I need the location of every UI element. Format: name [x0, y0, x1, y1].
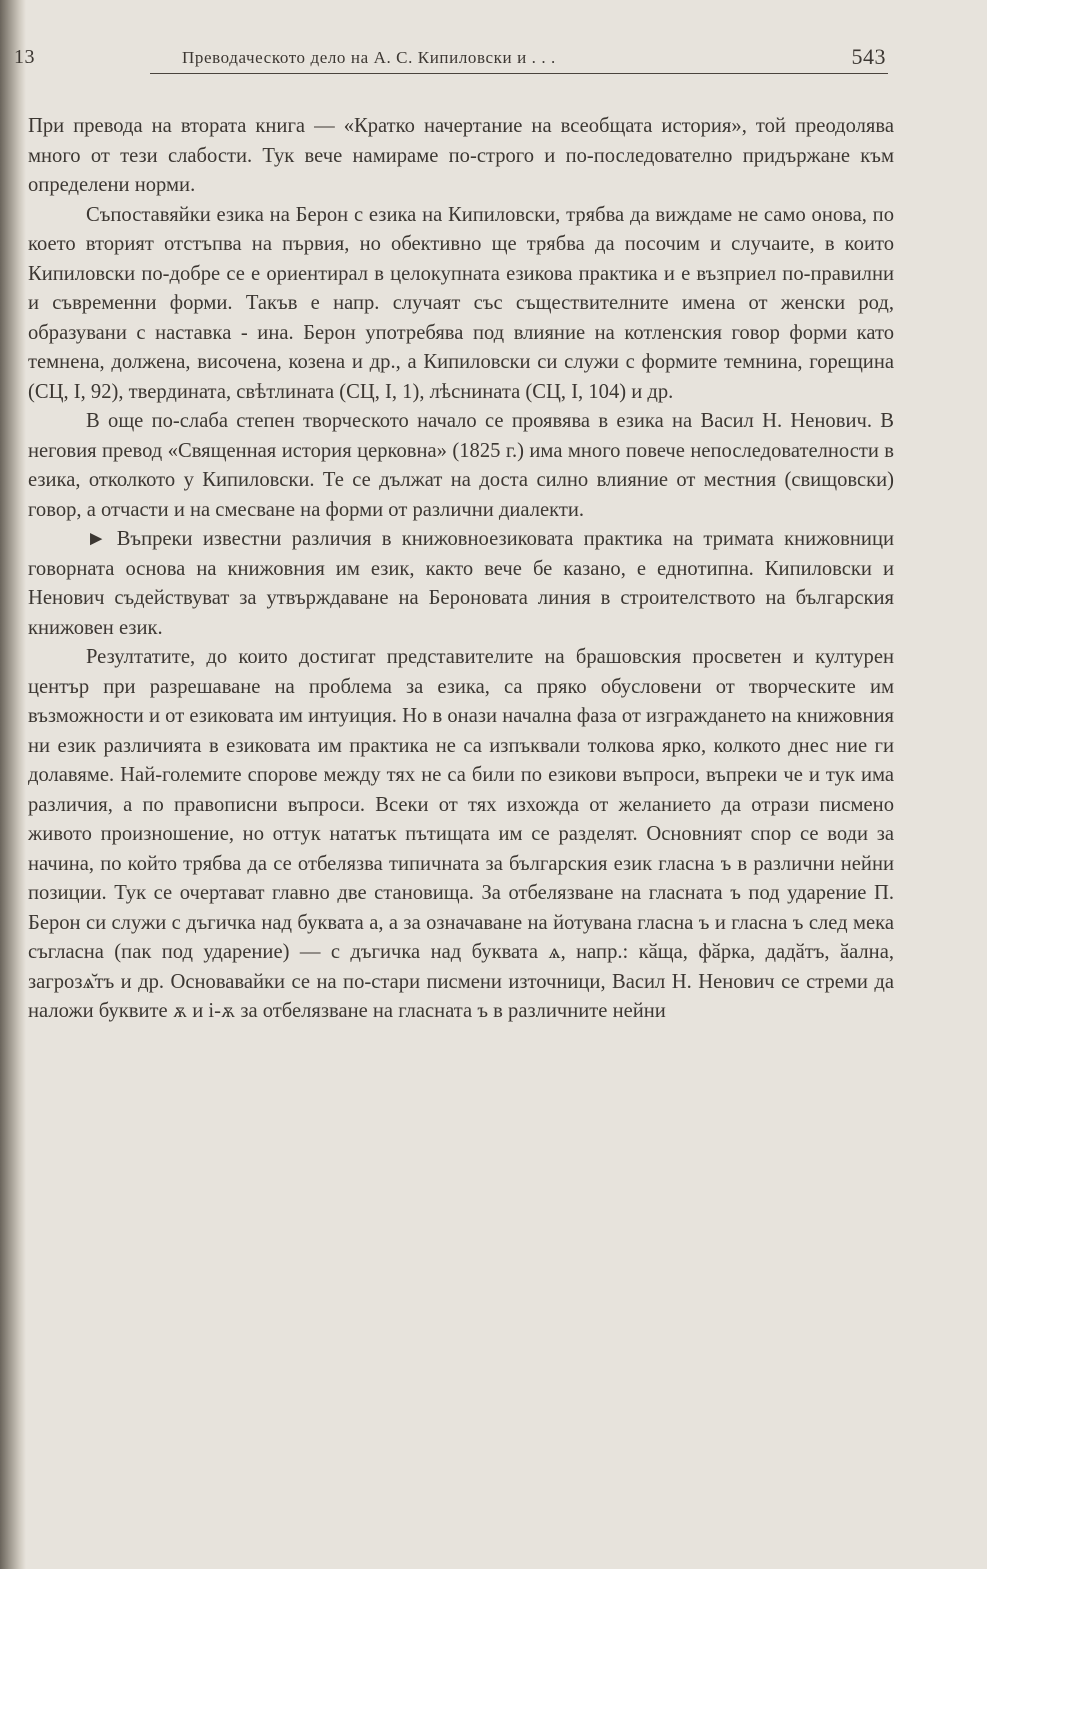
left-page-number: 13	[14, 46, 35, 68]
header-rule	[150, 73, 888, 74]
paragraph-5: Резултатите, до които достигат представителите на брашовския просветен и културен център при разрешаване на проблема за езика, са пряко обусловени от творческите им възможности и от езиковата им интуиция. Но в онази начална фаза от изграждането на книжовния ни език различията в езиковата им практика не са изпъквали толкова ярко, колкото днес ние ги долавяме. Най-големите спорове между тях не са били по езикови въпроси, въпреки че и тук има различия, а по правописни въпроси. Всеки от тях изхожда от желанието да отрази писмено живото произношение, но оттук нататък пътищата им се разделят. Основният спор се води за начина, по който трябва да се отбелязва типичната за българския език гласна ъ в различни нейни позиции. Тук се очертават главно две становища. За отбелязване на гласната ъ под ударение П. Берон си служи с дъгичка над буквата а, а за означаване на йотувана гласна ъ и гласна ъ след мека съгласна (пак под ударение) — с дъгичка над буквата ѧ, напр.: кӑща, фӑрка, дадӑтъ, ӑална, загрозѧ̆тъ и др. Основавайки се на по-стари писмени източници, Васил Н. Ненович се стреми да наложи буквите ѫ и і-ѫ за отбелязване на гласната ъ в различните нейни	[28, 646, 894, 1022]
paragraph-2: Съпоставяйки езика на Берон с езика на Кипиловски, трябва да виждаме не само онова, по което вторият отстъпва на първия, но обективно ще трябва да посочим и случаите, в които Кипиловски по-добре се е ориентирал в целокупната езикова практика и е възприел по-правилни и съвременни форми. Такъв е напр. случаят със съществителните имена от женски род, образувани с наставка - ина. Берон употребява под влияние на котленския говор форми като темнена, долженa, височена, козена и др., а Кипиловски си служи с формите темнина, горещина (СЦ, I, 92), твердината, свѣтлината (СЦ, I, 1), лѣснината (СЦ, I, 104) и др.	[28, 203, 894, 403]
paragraph-4-text: Въпреки известни различия в книжовноезиковата практика на тримата книжовници говорната основа на книжовния им език, както вече бе казано, е еднотипна. Кипиловски и Ненович съдействуват за утвърждаване на Бероновата линия в строителството на българския книжовен език.	[28, 528, 894, 639]
paragraph-3: В още по-слаба степен творческото начало се проявява в езика на Васил Н. Ненович. В неговия превод «Священная история церковна» (1825 г.) има много повече непоследователности в езика, отколкото у Кипиловски. Те се дължат на доста силно влияние от местния (свищовски) говор, а отчасти и на смесване на форми от различни диалекти.	[28, 410, 894, 521]
book-binding-shadow	[0, 0, 26, 1569]
paragraph-4	[28, 525, 894, 643]
page-header	[14, 44, 894, 76]
paragraph-1: При превода на втората книга — «Кратко начертание на всеобщата история», той преодолява много от тези слабости. Тук вече намираме по-строго и по-последователно придържане към определени норми.	[28, 115, 894, 196]
running-title: Преводаческото дело на А. С. Кипиловски и . . .	[182, 48, 556, 67]
body-text	[28, 112, 894, 1027]
margin-mark-icon: ►	[86, 528, 107, 550]
page-number: 543	[851, 44, 886, 69]
